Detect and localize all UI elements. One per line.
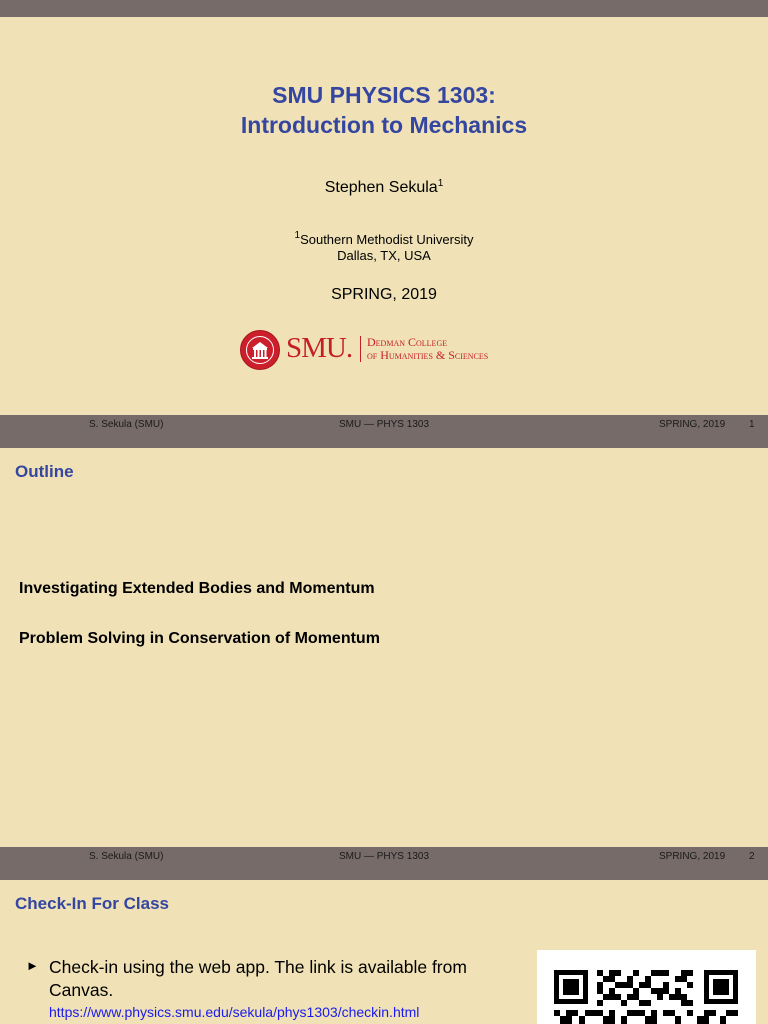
slide-title-line1: SMU PHYSICS 1303: [272,82,496,108]
institution-block [0,228,768,264]
checkin-title: Check-In For Class [15,894,169,913]
qr-code-icon [537,950,756,1024]
bullet-triangle-icon: ► [26,958,39,973]
author-text: Stephen Sekula [324,179,438,196]
checkin-link[interactable]: https://www.physics.smu.edu/sekula/phys1303/checkin.html [49,1004,420,1020]
slide-title-line2: Introduction to Mechanics [240,112,528,138]
slide-footer-1 [0,415,768,448]
footer-date: SPRING, 2019 [659,419,726,430]
college-line2: of Humanities & Sciences [367,348,489,362]
checkin-bullet-text: Check-in using the web app. The link is available from Canvas. [49,957,467,1000]
smu-dedman-logo [240,330,540,370]
footer-page-number: 1 [749,419,755,430]
outline-title: Outline [15,462,74,481]
qr-code [537,950,756,1024]
footer-course: SMU — PHYS 1303 [338,851,430,862]
institution-superscript: 1 [294,230,301,241]
smu-seal-icon [240,330,280,370]
outline-item-problem-solving[interactable]: Problem Solving in Conservation of Momentum [19,630,380,647]
institution-location: Dallas, TX, USA [337,248,431,263]
outline-item-extended-bodies[interactable]: Investigating Extended Bodies and Momentum [19,580,375,597]
author-superscript: 1 [437,178,444,189]
footer-author: S. Sekula (SMU) [89,851,164,862]
footer-author: S. Sekula (SMU) [89,419,164,430]
smu-wordmark: SMU. [286,332,353,364]
author-name [0,178,768,197]
college-line1: Dedman College [367,335,448,349]
footer-page-number: 2 [749,851,755,862]
footer-date: SPRING, 2019 [659,851,726,862]
presentation-date: SPRING, 2019 [331,286,437,303]
top-bar [0,0,768,17]
slide-footer-2 [0,847,768,880]
institution-name: Southern Methodist University [300,232,474,247]
footer-course: SMU — PHYS 1303 [338,419,430,430]
college-name [367,336,488,362]
logo-divider [360,336,361,362]
